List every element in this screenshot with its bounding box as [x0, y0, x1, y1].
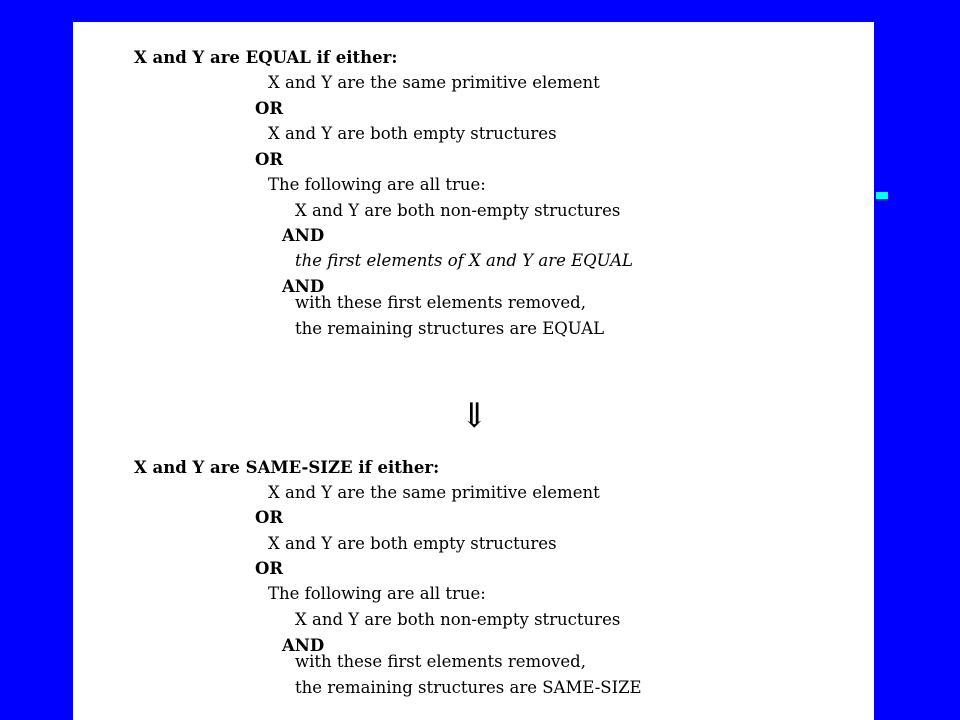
equal-clause-empty: X and Y are both empty structures	[268, 124, 557, 143]
same-size-removed: with these first elements removed,	[295, 652, 586, 671]
same-size-and-1: AND	[282, 636, 325, 655]
cyan-marker	[876, 192, 888, 199]
equal-and-2: AND	[282, 277, 325, 296]
same-size-or-2: OR	[255, 559, 284, 578]
equal-or-2: OR	[255, 150, 284, 169]
equal-first-elements: the first elements of X and Y are EQUAL	[295, 251, 633, 270]
equal-all-true: The following are all true:	[268, 175, 486, 194]
equal-and-1: AND	[282, 226, 325, 245]
same-size-remaining: the remaining structures are SAME-SIZE	[295, 678, 642, 697]
same-size-or-1: OR	[255, 508, 284, 527]
equal-or-1: OR	[255, 99, 284, 118]
same-size-heading: X and Y are SAME-SIZE if either:	[134, 458, 440, 477]
equal-remaining: the remaining structures are EQUAL	[295, 319, 605, 338]
down-double-arrow-icon: ⇓	[460, 396, 489, 436]
equal-clause-primitive: X and Y are the same primitive element	[268, 73, 600, 92]
equal-heading: X and Y are EQUAL if either:	[134, 48, 398, 67]
same-size-all-true: The following are all true:	[268, 584, 486, 603]
same-size-clause-empty: X and Y are both empty structures	[268, 534, 557, 553]
same-size-clause-primitive: X and Y are the same primitive element	[268, 483, 600, 502]
equal-non-empty: X and Y are both non-empty structures	[295, 201, 621, 220]
document-page	[73, 22, 874, 720]
equal-removed: with these first elements removed,	[295, 293, 586, 312]
same-size-non-empty: X and Y are both non-empty structures	[295, 610, 621, 629]
